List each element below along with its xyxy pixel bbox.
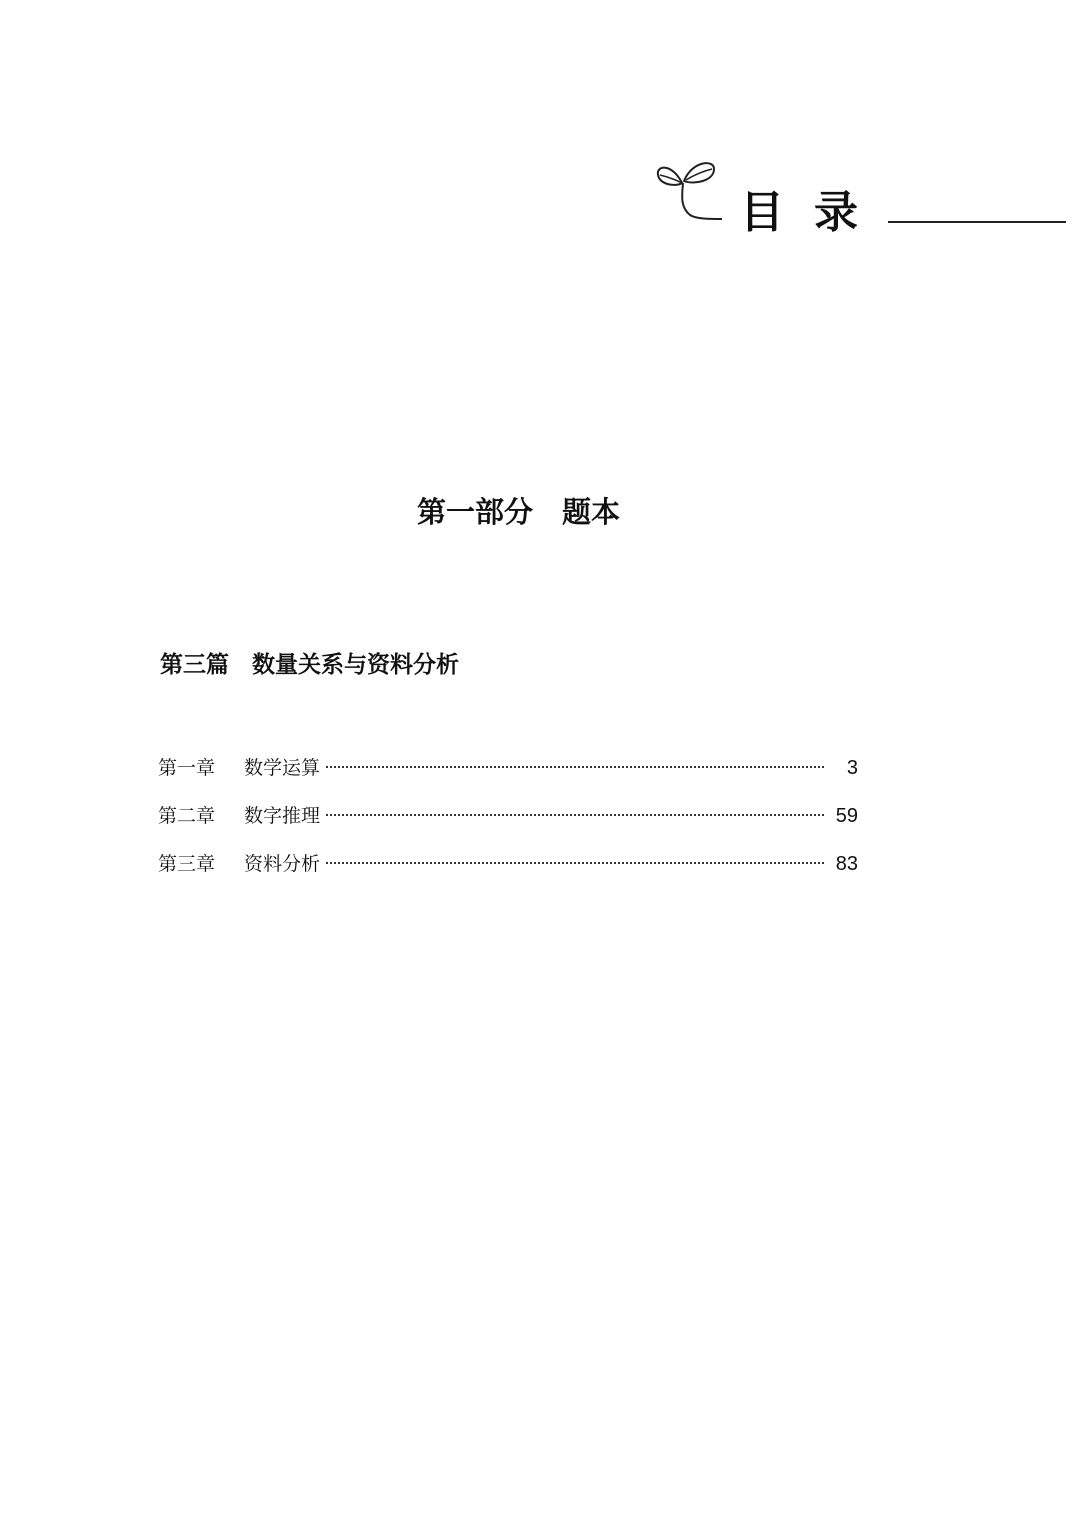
entry-chapter-label: 第一章: [158, 757, 216, 779]
toc-entry-chapter-2[interactable]: [158, 798, 858, 846]
toc-list: [158, 750, 858, 894]
title-rule: [888, 221, 1066, 223]
part-heading: 第一部分 题本: [416, 495, 620, 529]
entry-page-number: 3: [846, 757, 858, 779]
entry-page-number: 59: [835, 805, 858, 827]
entry-title: 数学运算: [244, 757, 321, 779]
entry-chapter-label: 第二章: [158, 805, 216, 827]
toc-entry-chapter-3[interactable]: [158, 846, 858, 894]
section-heading: 第三篇 数量关系与资料分析: [160, 652, 459, 678]
entry-title: 数字推理: [244, 805, 321, 827]
entry-chapter-label: 第三章: [158, 853, 216, 875]
toc-entry-chapter-1[interactable]: [158, 750, 858, 798]
entry-page-number: 83: [835, 853, 858, 875]
dot-leader: [326, 862, 824, 864]
toc-header: [652, 155, 1072, 245]
sprout-icon: [652, 155, 732, 230]
dot-leader: [326, 814, 824, 816]
dot-leader: [326, 766, 824, 768]
toc-title: 目录: [740, 187, 888, 238]
entry-title: 资料分析: [244, 853, 321, 875]
